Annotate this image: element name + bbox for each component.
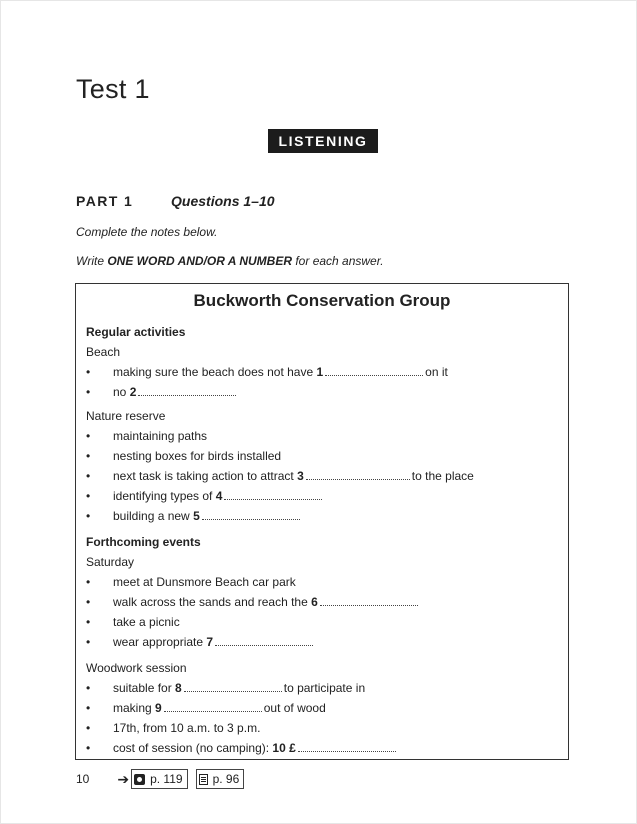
page-footer	[76, 769, 252, 789]
arrow-icon: ➔	[117, 770, 130, 787]
list-item: • wear appropriate 7	[86, 635, 315, 649]
label-beach: Beach	[86, 345, 121, 359]
page-number: 10	[76, 772, 90, 786]
answer-gap-3[interactable]	[306, 471, 410, 480]
list-item: • cost of session (no camping): 10 £	[86, 741, 398, 755]
section-badge: LISTENING	[268, 129, 378, 153]
list-item: • maintaining paths	[86, 429, 208, 443]
label-saturday: Saturday	[86, 555, 135, 569]
list-item: • identifying types of 4	[86, 489, 324, 503]
list-item: • walk across the sands and reach the 6	[86, 595, 420, 609]
answer-gap-5[interactable]	[202, 511, 300, 520]
part-heading	[76, 193, 275, 209]
list-item: • building a new 5	[86, 509, 302, 523]
answer-gap-7[interactable]	[215, 637, 313, 646]
list-item: • suitable for 8 to participate in	[86, 681, 366, 695]
answer-gap-10[interactable]	[298, 743, 396, 752]
transcript-icon	[199, 774, 208, 785]
answer-gap-4[interactable]	[224, 491, 322, 500]
heading-forthcoming-events: Forthcoming events	[86, 535, 201, 549]
answer-key-icon	[134, 774, 145, 785]
answer-gap-2[interactable]	[138, 387, 236, 396]
list-item: • making sure the beach does not have 1 on it	[86, 365, 448, 379]
answer-gap-1[interactable]	[325, 367, 423, 376]
instruction-complete: Complete the notes below.	[76, 225, 218, 239]
answer-gap-9[interactable]	[164, 703, 262, 712]
test-title: Test 1	[76, 74, 150, 104]
list-item: • take a picnic	[86, 615, 180, 629]
list-item: • meet at Dunsmore Beach car park	[86, 575, 296, 589]
answers-reference[interactable]: p. 119	[131, 769, 187, 789]
list-item: • nesting boxes for birds installed	[86, 449, 282, 463]
answer-gap-6[interactable]	[320, 597, 418, 606]
notes-box	[75, 283, 569, 760]
label-woodwork-session: Woodwork session	[86, 661, 187, 675]
notes-title: Buckworth Conservation Group	[193, 291, 451, 310]
part-label: PART 1	[76, 193, 134, 209]
word-limit: ONE WORD AND/OR A NUMBER	[107, 254, 293, 268]
answer-gap-8[interactable]	[184, 683, 282, 692]
transcript-reference[interactable]: p. 96	[196, 769, 245, 789]
heading-regular-activities: Regular activities	[86, 325, 186, 339]
list-item: • no 2	[86, 385, 238, 399]
instruction-word-limit: Write ONE WORD AND/OR A NUMBER for each answer.	[76, 254, 384, 268]
questions-range: Questions 1–10	[171, 193, 275, 209]
list-item: • 17th, from 10 a.m. to 3 p.m.	[86, 721, 261, 735]
label-nature-reserve: Nature reserve	[86, 409, 166, 423]
list-item: • next task is taking action to attract 3 to the place	[86, 469, 474, 483]
list-item: • making 9 out of wood	[86, 701, 326, 715]
